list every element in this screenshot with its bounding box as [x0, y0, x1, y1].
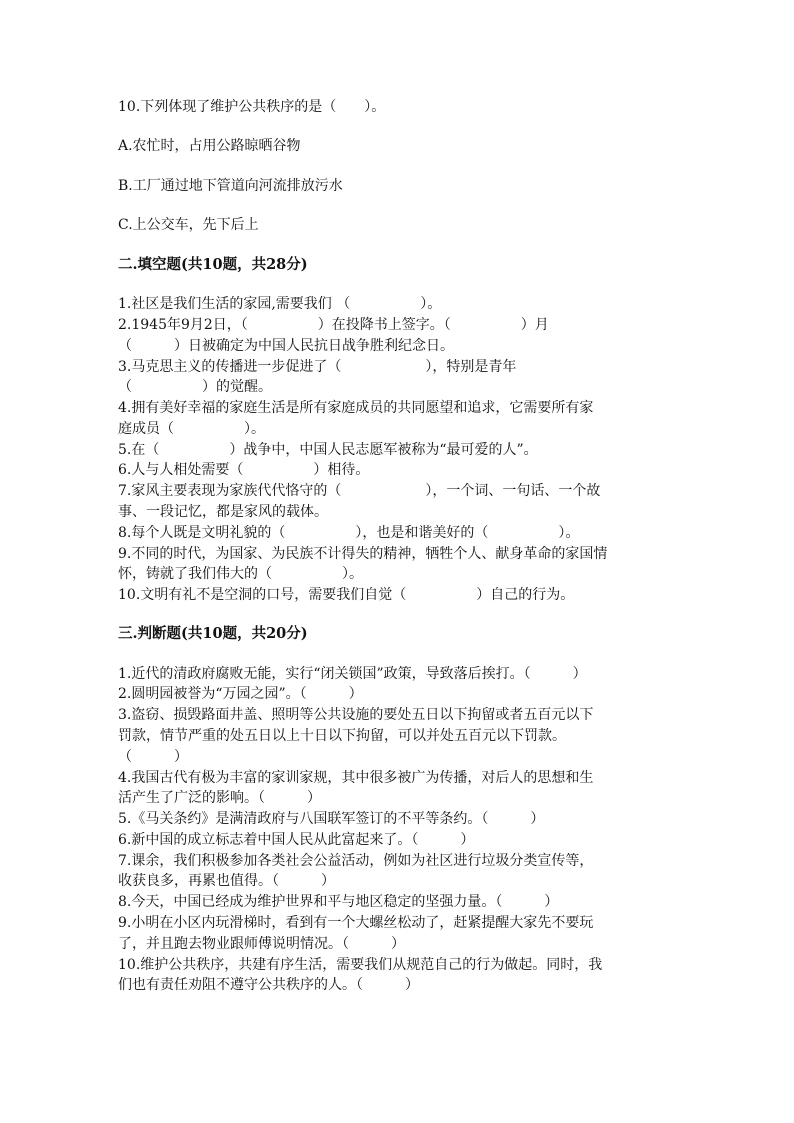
mc-question-10: 10.下列体现了维护公共秩序的是（ ）。 [118, 99, 386, 115]
judge-line: 5.《马关条约》是满清政府与八国联军签订的不平等条约。（ ） [118, 811, 545, 827]
fill-line: 2.1945年9月2日，（ ）在投降书上签字。（ ）月 [118, 317, 549, 333]
judge-line: 7.课余，我们积极参加各类社会公益活动，例如为社区进行垃圾分类宣传等， [118, 853, 594, 869]
fill-line: 7.家风主要表现为家族代代恪守的（ ），一个词、一句话、一个故 [118, 483, 601, 499]
judge-line: （ ） [118, 749, 188, 765]
judge-line: 活产生了广泛的影响。（ ） [118, 790, 321, 806]
fill-line: 事、一段记忆，都是家风的载体。 [118, 504, 328, 520]
judge-line: 收获良多，再累也值得。（ ） [118, 873, 335, 889]
fill-line: 4.拥有美好幸福的家庭生活是所有家庭成员的共同愿望和追求，它需要所有家 [118, 400, 594, 416]
mc-option-b: B.工厂通过地下管道向河流排放污水 [118, 178, 343, 194]
judge-line: 10.维护公共秩序，共建有序生活，需要我们从规范自己的行为做起。同时，我 [118, 957, 603, 973]
section-heading-fill-blank: 二.填空题(共10题，共28分) [118, 256, 308, 273]
fill-line: 1.社区是我们生活的家园,需要我们 （ ）。 [118, 296, 442, 312]
judge-line: 了，并且跑去物业跟师傅说明情况。（ ） [118, 936, 405, 952]
fill-line: 怀，铸就了我们伟大的（ ）。 [118, 566, 363, 582]
fill-line: 10.文明有礼不是空洞的口号，需要我们自觉（ ）自己的行为。 [118, 587, 575, 603]
fill-line: （ ）日被确定为中国人民抗日战争胜利纪念日。 [118, 338, 454, 354]
judge-line: 9.小明在小区内玩滑梯时，看到有一个大螺丝松动了，赶紧提醒大家先不要玩 [118, 915, 594, 931]
mc-option-c: C.上公交车，先下后上 [118, 217, 259, 233]
fill-line: 8.每个人既是文明礼貌的（ ），也是和谐美好的（ ）。 [118, 525, 580, 541]
mc-option-a: A.农忙时，占用公路晾晒谷物 [118, 138, 301, 154]
judge-line: 4.我国古代有极为丰富的家训家规，其中很多被广为传播，对后人的思想和生 [118, 770, 594, 786]
fill-line: （ ）的觉醒。 [118, 379, 272, 395]
fill-line: 9.不同的时代，为国家、为民族不计得失的精神，牺牲个人、献身革命的家国情 [118, 546, 608, 562]
judge-line: 们也有责任劝阻不遵守公共秩序的人。（ ） [118, 977, 419, 993]
fill-line: 5.在（ ）战争中，中国人民志愿军被称为“最可爱的人”。 [118, 442, 538, 458]
judge-line: 罚款，情节严重的处五日以上十日以下拘留，可以并处五百元以下罚款。 [118, 728, 566, 744]
judge-line: 3.盗窃、损毁路面井盖、照明等公共设施的要处五日以下拘留或者五百元以下 [118, 707, 594, 723]
judge-line: 1.近代的清政府腐败无能，实行“闭关锁国”政策，导致落后挨打。（ ） [118, 666, 587, 682]
fill-line: 3.马克思主义的传播进一步促进了（ ），特别是青年 [118, 359, 517, 375]
section-heading-true-false: 三.判断题(共10题，共20分) [118, 625, 308, 642]
fill-line: 庭成员（ ）。 [118, 421, 265, 437]
judge-line: 8.今天，中国已经成为维护世界和平与地区稳定的坚强力量。（ ） [118, 894, 559, 910]
judge-line: 2.圆明园被誉为“万园之园”。（ ） [118, 686, 363, 702]
fill-line: 6.人与人相处需要（ ）相待。 [118, 462, 370, 478]
judge-line: 6.新中国的成立标志着中国人民从此富起来了。（ ） [118, 832, 475, 848]
